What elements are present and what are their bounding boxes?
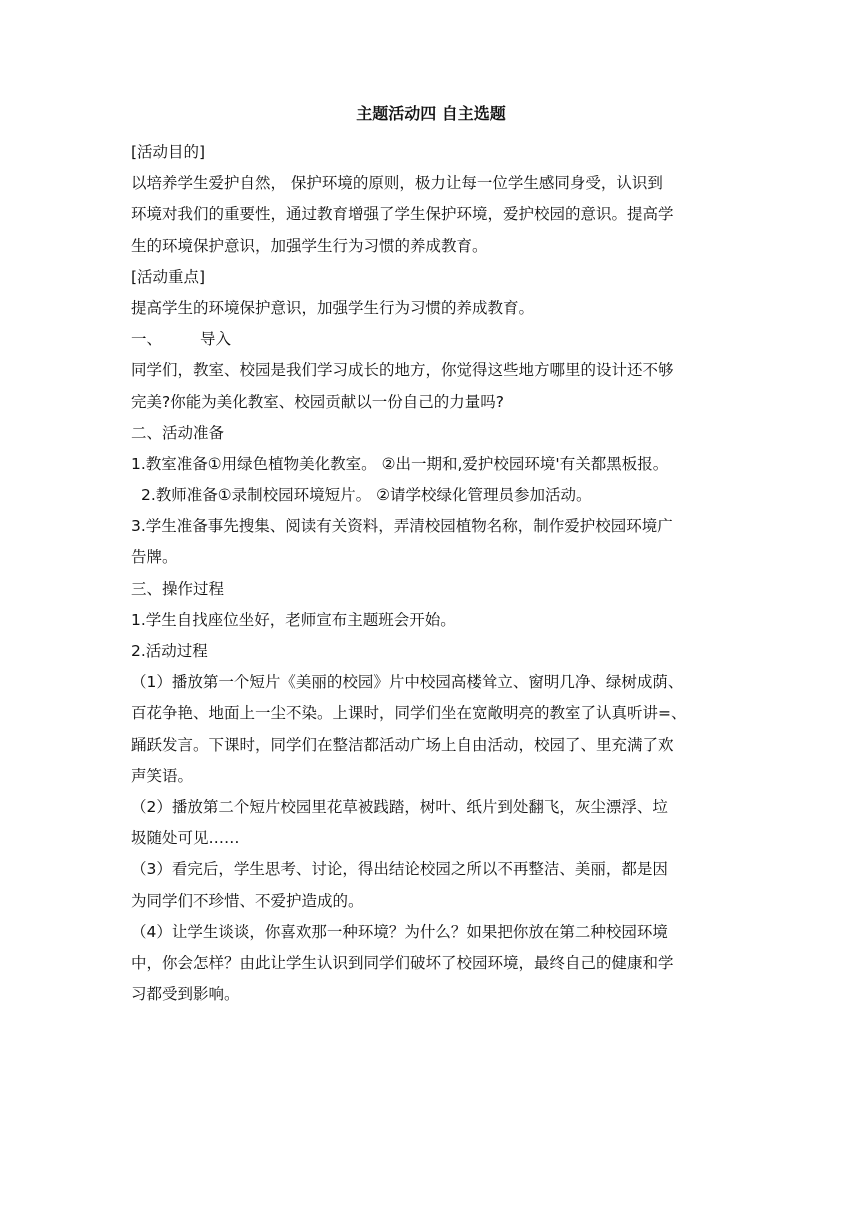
paragraph-line: 中，你会怎样？由此让学生认识到同学们破坏了校园环境，最终自己的健康和学 [131, 953, 674, 972]
paragraph-line: （1）播放第一个短片《美丽的校园》片中校园高楼耸立、窗明几净、绿树成荫、 [131, 673, 684, 692]
section-heading-focus: [活动重点] [131, 267, 206, 286]
paragraph-line: 完美?你能为美化教室、校园贡献以一份自己的力量吗? [131, 392, 504, 411]
paragraph-line: 以培养学生爱护自然， 保护环境的原则，极力让每一位学生感同身受，认识到 [131, 174, 663, 193]
paragraph-line: 声笑语。 [131, 766, 194, 785]
paragraph-line: 圾随处可见…… [131, 829, 240, 848]
heading-text: 导入 [200, 330, 232, 349]
document-title: 主题活动四 自主选题 [356, 104, 506, 123]
document-page [131, 104, 731, 1010]
paragraph-line: （2）播放第二个短片校园里花草被践踏，树叶、纸片到处翻飞，灰尘漂浮、垃 [131, 797, 668, 816]
paragraph-line: 环境对我们的重要性，通过教育增强了学生保护环境，爱护校园的意识。提高学 [131, 205, 674, 224]
list-item: 2.活动过程 [131, 642, 208, 660]
section-heading-intro [131, 324, 731, 355]
section-heading-process: 三、操作过程 [131, 579, 225, 598]
paragraph-line: 百花争艳、地面上一尘不染。上课时，同学们坐在宽敞明亮的教室了认真听讲=、 [131, 704, 687, 723]
paragraph-line: 为同学们不珍惜、不爱护造成的。 [131, 891, 364, 910]
document-body [131, 137, 731, 1010]
paragraph-line: 同学们，教室、校园是我们学习成长的地方，你觉得这些地方哪里的设计还不够 [131, 361, 674, 380]
list-item: 1.教室准备①用绿色植物美化教室。 ②出一期和,爱护校园环境'有关都黑板报。 [131, 454, 669, 473]
paragraph-line: 提高学生的环境保护意识，加强学生行为习惯的养成教育。 [131, 298, 535, 317]
section-heading-preparation: 二、活动准备 [131, 423, 225, 442]
paragraph-line: 习都受到影响。 [131, 985, 240, 1004]
list-item: 2.教师准备①录制校园环境短片。 ②请学校绿化管理员参加活动。 [141, 486, 592, 505]
list-item-continued: 告牌。 [131, 548, 178, 567]
paragraph-line: （3）看完后，学生思考、讨论，得出结论校园之所以不再整洁、美丽，都是因 [131, 860, 668, 879]
paragraph-line: （4）让学生谈谈，你喜欢那一种环境？为什么？如果把你放在第二种校园环境 [131, 922, 668, 941]
heading-number: 一、 [131, 330, 163, 349]
paragraph-line: 踊跃发言。下课时，同学们在整洁都活动广场上自由活动，校园了、里充满了欢 [131, 735, 674, 754]
section-heading-purpose: [活动目的] [131, 143, 206, 161]
list-item: 1.学生自找座位坐好，老师宣布主题班会开始。 [131, 610, 456, 629]
paragraph-line: 生的环境保护意识，加强学生行为习惯的养成教育。 [131, 236, 488, 255]
list-item: 3.学生准备事先搜集、阅读有关资料，弄清校园植物名称，制作爱护校园环境广 [131, 517, 673, 536]
